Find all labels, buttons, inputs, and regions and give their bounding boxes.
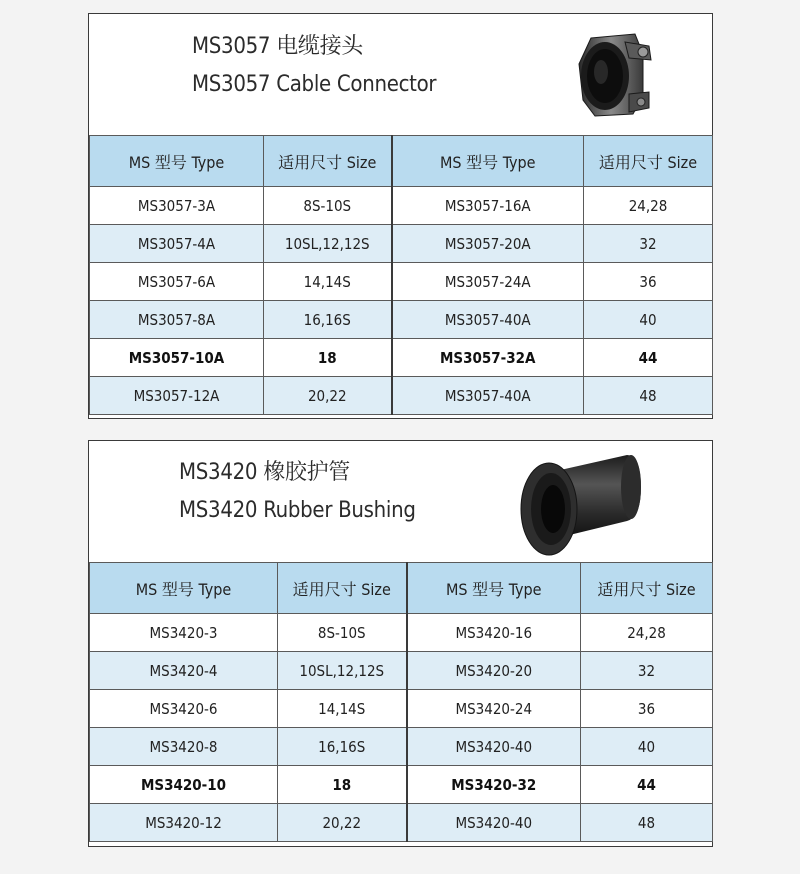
table-row	[90, 187, 713, 225]
column-header-size: 适用尺寸 Size	[264, 136, 392, 187]
type-cell: MS3057-8A	[90, 301, 264, 339]
column-header-size: 适用尺寸 Size	[581, 563, 713, 614]
type-cell: MS3420-24	[407, 690, 581, 728]
table-row	[90, 263, 713, 301]
type-cell: MS3057-12A	[90, 377, 264, 415]
type-cell: MS3057-3A	[90, 187, 264, 225]
size-cell: 32	[584, 225, 713, 263]
section-title-cn: MS3420 橡胶护管	[179, 460, 350, 485]
section-header	[89, 14, 712, 136]
type-cell: MS3420-16	[407, 614, 581, 652]
table-row	[90, 766, 713, 804]
size-cell: 40	[581, 728, 713, 766]
type-cell: MS3057-16A	[392, 187, 584, 225]
section-title-en: MS3057 Cable Connector	[192, 72, 437, 97]
size-cell: 8S-10S	[264, 187, 392, 225]
size-cell: 8S-10S	[278, 614, 407, 652]
type-cell: MS3057-32A	[392, 339, 584, 377]
column-header-type: MS 型号 Type	[392, 136, 584, 187]
column-header-type: MS 型号 Type	[90, 563, 278, 614]
table-row	[90, 652, 713, 690]
size-cell: 20,22	[278, 804, 407, 842]
type-cell: MS3420-8	[90, 728, 278, 766]
size-cell: 36	[581, 690, 713, 728]
type-cell: MS3420-40	[407, 804, 581, 842]
table-row	[90, 690, 713, 728]
type-cell: MS3420-32	[407, 766, 581, 804]
column-header-size: 适用尺寸 Size	[584, 136, 713, 187]
type-cell: MS3420-3	[90, 614, 278, 652]
type-cell: MS3057-20A	[392, 225, 584, 263]
type-cell: MS3420-12	[90, 804, 278, 842]
type-cell: MS3420-6	[90, 690, 278, 728]
size-cell: 48	[584, 377, 713, 415]
column-header-type: MS 型号 Type	[407, 563, 581, 614]
size-cell: 36	[584, 263, 713, 301]
type-cell: MS3420-20	[407, 652, 581, 690]
table-header-row	[90, 563, 713, 614]
size-cell: 14,14S	[278, 690, 407, 728]
type-cell: MS3057-40A	[392, 301, 584, 339]
size-cell: 16,16S	[264, 301, 392, 339]
column-header-type: MS 型号 Type	[90, 136, 264, 187]
table-row	[90, 225, 713, 263]
size-cell: 20,22	[264, 377, 392, 415]
size-cell: 32	[581, 652, 713, 690]
type-cell: MS3057-4A	[90, 225, 264, 263]
section-header	[89, 441, 712, 563]
type-cell: MS3057-10A	[90, 339, 264, 377]
table-header-row	[90, 136, 713, 187]
size-cell: 48	[581, 804, 713, 842]
type-cell: MS3420-10	[90, 766, 278, 804]
cable-connector-photo-icon	[569, 24, 659, 124]
cable-connector-section	[88, 13, 713, 419]
table-row	[90, 728, 713, 766]
section-title-en: MS3420 Rubber Bushing	[179, 498, 416, 523]
table-row	[90, 377, 713, 415]
size-cell: 10SL,12,12S	[264, 225, 392, 263]
type-cell: MS3420-40	[407, 728, 581, 766]
size-cell: 24,28	[581, 614, 713, 652]
cable-connector-table	[89, 135, 713, 415]
size-cell: 40	[584, 301, 713, 339]
size-cell: 44	[581, 766, 713, 804]
size-cell: 14,14S	[264, 263, 392, 301]
table-row	[90, 614, 713, 652]
size-cell: 44	[584, 339, 713, 377]
type-cell: MS3057-24A	[392, 263, 584, 301]
size-cell: 18	[278, 766, 407, 804]
table-row	[90, 339, 713, 377]
size-cell: 18	[264, 339, 392, 377]
rubber-bushing-photo-icon	[509, 447, 649, 559]
table-row	[90, 301, 713, 339]
type-cell: MS3057-6A	[90, 263, 264, 301]
type-cell: MS3057-40A	[392, 377, 584, 415]
type-cell: MS3420-4	[90, 652, 278, 690]
section-title-cn: MS3057 电缆接头	[192, 34, 363, 59]
rubber-bushing-section	[88, 440, 713, 847]
size-cell: 16,16S	[278, 728, 407, 766]
size-cell: 24,28	[584, 187, 713, 225]
size-cell: 10SL,12,12S	[278, 652, 407, 690]
column-header-size: 适用尺寸 Size	[278, 563, 407, 614]
rubber-bushing-table	[89, 562, 713, 842]
table-row	[90, 804, 713, 842]
